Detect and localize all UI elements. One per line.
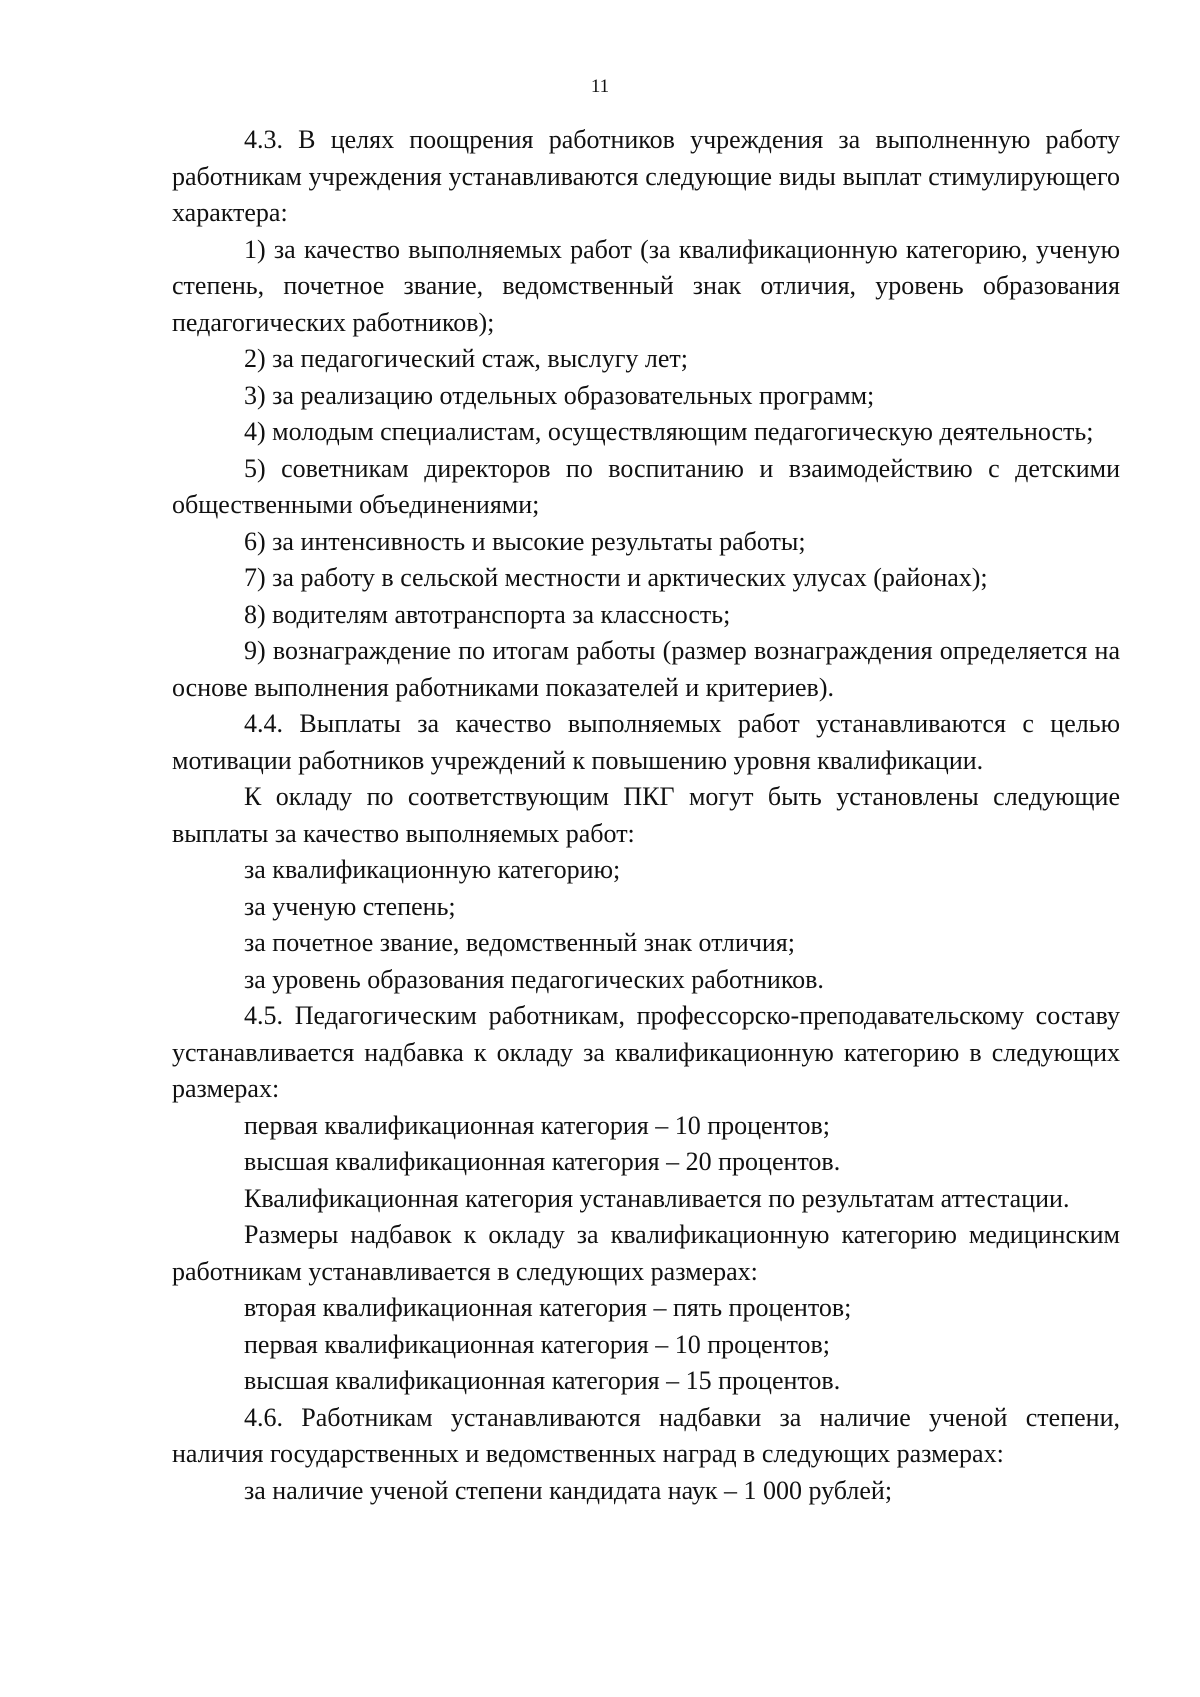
list-item-honorary-title: за почетное звание, ведомственный знак отличия; bbox=[244, 928, 795, 957]
paragraph-pkg-payments: К окладу по соответствующим ПКГ могут быть установлены следующие выплаты за качество выполняемых работ: bbox=[172, 782, 1120, 848]
list-item-first-category-10: первая квалификационная категория – 10 процентов; bbox=[244, 1110, 831, 1140]
list-item-3-programs: 3) за реализацию отдельных образовательных программ; bbox=[244, 380, 875, 410]
paragraph-4-6: 4.6. Работникам устанавливаются надбавки за наличие ученой степени, наличия государственных и ведомственных наград в следующих размерах: bbox=[172, 1402, 1120, 1468]
list-item-first-category-10-medical: первая квалификационная категория – 10 процентов; bbox=[244, 1329, 831, 1359]
list-item-education-level: за уровень образования педагогических работников. bbox=[244, 964, 824, 994]
list-item-academic-degree: за ученую степень; bbox=[244, 891, 456, 921]
paragraph-4-5: 4.5. Педагогическим работникам, профессорско-преподавательскому составу устанавливается надбавка к окладу за квалификационную категорию в следующих размерах: bbox=[172, 1001, 1120, 1103]
list-item-2-experience: 2) за педагогический стаж, выслугу лет; bbox=[244, 344, 688, 373]
list-item-6-intensity: 6) за интенсивность и высокие результаты работы; bbox=[244, 526, 806, 556]
list-item-candidate-degree: за наличие ученой степени кандидата наук – 1 000 рублей; bbox=[244, 1475, 893, 1505]
list-item-1-quality: 1) за качество выполняемых работ (за квалификационную категорию, ученую степень, почетное звание, ведомственный знак отличия, уровень образования педагогических работников); bbox=[172, 234, 1120, 337]
list-item-7-rural-arctic: 7) за работу в сельской местности и арктических улусах (районах); bbox=[244, 563, 988, 592]
list-item-qualification-category: за квалификационную категорию; bbox=[244, 855, 621, 884]
paragraph-certification: Квалификационная категория устанавливается по результатам аттестации. bbox=[244, 1183, 1070, 1213]
list-item-9-reward: 9) вознаграждение по итогам работы (размер вознаграждения определяется на основе выполнения работниками показателей и критериев). bbox=[172, 636, 1120, 702]
list-item-highest-category-20: высшая квалификационная категория – 20 процентов. bbox=[244, 1147, 841, 1176]
list-item-second-category-5: вторая квалификационная категория – пять процентов; bbox=[244, 1293, 852, 1322]
page-number: 11 bbox=[590, 76, 610, 97]
list-item-5-advisors: 5) советникам директоров по воспитанию и взаимодействию с детскими общественными объединениями; bbox=[172, 453, 1120, 519]
paragraph-medical-allowances: Размеры надбавок к окладу за квалификационную категорию медицинским работникам устанавливается в следующих размерах: bbox=[172, 1220, 1120, 1286]
paragraph-4-3-intro: 4.3. В целях поощрения работников учреждения за выполненную работу работникам учреждения устанавливаются следующие виды выплат стимулирующего характера: bbox=[172, 125, 1120, 227]
list-item-8-drivers: 8) водителям автотранспорта за классность; bbox=[244, 599, 731, 629]
list-item-4-young-specialists: 4) молодым специалистам, осуществляющим педагогическую деятельность; bbox=[244, 417, 1094, 446]
document-body bbox=[172, 122, 1120, 1509]
list-item-highest-category-15: высшая квалификационная категория – 15 процентов. bbox=[244, 1366, 841, 1395]
paragraph-4-4: 4.4. Выплаты за качество выполняемых работ устанавливаются с целью мотивации работников учреждений к повышению уровня квалификации. bbox=[172, 709, 1120, 775]
